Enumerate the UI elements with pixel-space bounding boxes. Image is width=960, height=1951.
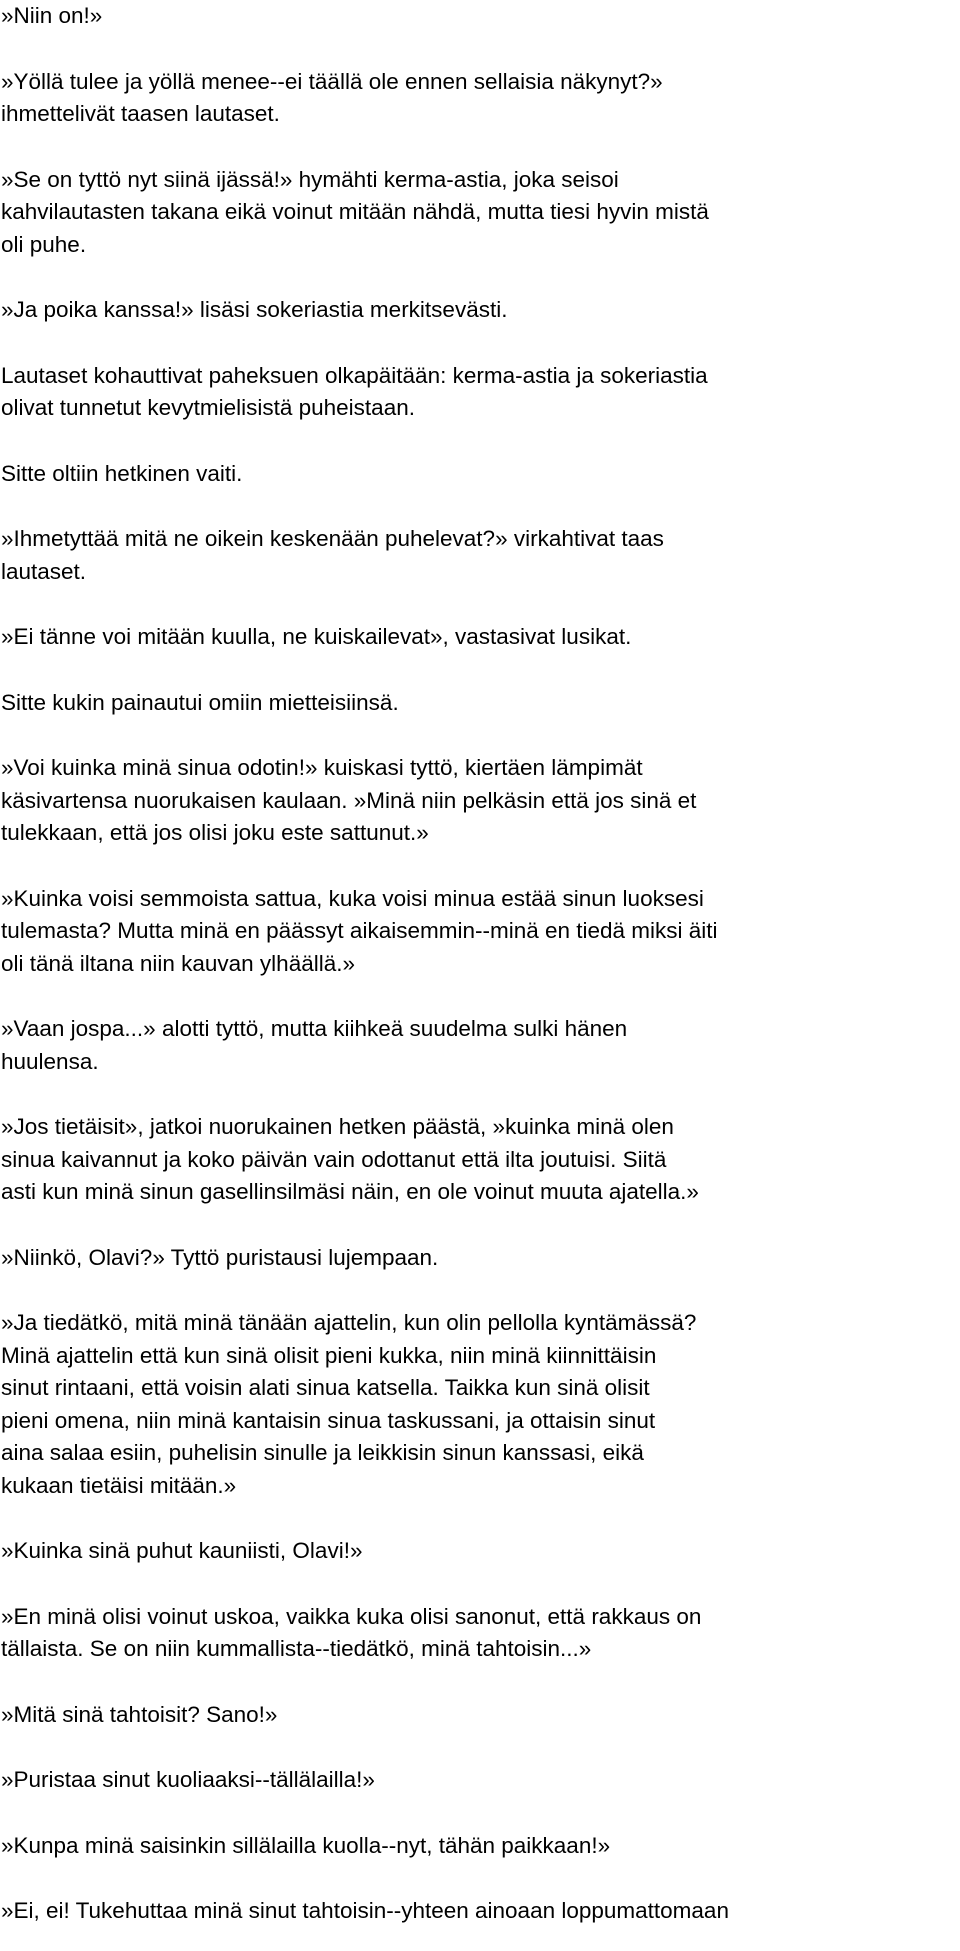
text-line: sinua kaivannut ja koko päivän vain odottanut että ilta joutuisi. Siitä [1,1146,667,1172]
text-line: »Ei tänne voi mitään kuulla, ne kuiskailevat», vastasivat lusikat. [1,624,632,649]
text-line: »Niinkö, Olavi?» Tyttö puristausi lujempaan. [1,1244,439,1270]
paragraph [1,164,952,262]
text-line: »Niin on!» [1,3,103,28]
text-line: Minä ajattelin että kun sinä olisit pieni kukka, niin minä kiinnittäisin [1,1342,657,1368]
text-line: »En minä olisi voinut uskoa, vaikka kuka olisi sanonut, että rakkaus on [1,1603,702,1629]
text-line: »Se on tyttö nyt siinä ijässä!» hymähti kerma-astia, joka seisoi [1,166,619,192]
text-line: »Jos tietäisit», jatkoi nuorukainen hetken päästä, »kuinka minä olen [1,1114,674,1139]
paragraph [1,294,952,327]
text-line: lautaset. [1,558,87,584]
text-line: aina salaa esiin, puhelisin sinulle ja leikkisin sinun kanssasi, eikä [1,1440,644,1465]
paragraph [1,523,952,588]
text-line: asti kun minä sinun gasellinsilmäsi näin, en ole voinut muuta ajatella.» [1,1179,699,1204]
paragraph [1,883,952,981]
text-line: ihmettelivät taasen lautaset. [1,101,280,126]
text-line: kahvilautasten takana eikä voinut mitään nähdä, mutta tiesi hyvin mistä [1,199,709,224]
text-line: käsivartensa nuorukaisen kaulaan. »Minä niin pelkäsin että jos sinä et [1,787,697,813]
paragraph [1,621,952,654]
text-line: pieni omena, niin minä kantaisin sinua taskussani, ja ottaisin sinut [1,1407,656,1433]
text-line: Sitte kukin painautui omiin mietteisiinsä. [1,689,399,715]
text-line: »Voi kuinka minä sinua odotin!» kuiskasi tyttö, kiertäen lämpimät [1,755,643,780]
text-line: Sitte oltiin hetkinen vaiti. [1,460,243,486]
text-line: huulensa. [1,1048,99,1074]
text-line: »Ihmetyttää mitä ne oikein keskenään puhelevat?» virkahtivat taas [1,526,664,551]
paragraph [1,458,952,491]
text-line: »Kuinka sinä puhut kauniisti, Olavi!» [1,1538,363,1563]
text-line: sinut rintaani, että voisin alati sinua katsella. Taikka kun sinä olisit [1,1375,650,1400]
paragraph [1,1895,952,1928]
text-line: tulekkaan, että jos olisi joku este sattunut.» [1,820,429,845]
paragraph [1,687,952,720]
text-line: tällaista. Se on niin kummallista--tiedätkö, minä tahtoisin...» [1,1636,592,1661]
paragraph [1,752,952,850]
paragraph [1,0,952,33]
text-line: »Ja poika kanssa!» lisäsi sokeriastia merkitsevästi. [1,297,508,322]
text-line: »Kuinka voisi semmoista sattua, kuka voisi minua estää sinun luoksesi [1,885,704,911]
paragraph [1,1013,952,1078]
text-line: oli tänä iltana niin kauvan ylhäällä.» [1,950,355,976]
paragraph [1,1111,952,1209]
text-line: Lautaset kohauttivat paheksuen olkapäitään: kerma-astia ja sokeriastia [1,362,708,388]
text-line: »Puristaa sinut kuoliaaksi--tällälailla!» [1,1767,375,1792]
paragraph [1,1535,952,1568]
paragraph [1,1242,952,1275]
text-line: »Ja tiedätkö, mitä minä tänään ajattelin, kun olin pellolla kyntämässä? [1,1310,697,1335]
paragraph [1,1307,952,1502]
paragraph [1,1764,952,1797]
text-line: »Mitä sinä tahtoisit? Sano!» [1,1701,278,1727]
document-body [1,0,952,1928]
paragraph [1,1830,952,1863]
text-line: »Ei, ei! Tukehuttaa minä sinut tahtoisin--yhteen ainoaan loppumattomaan [1,1898,729,1923]
text-line: tulemasta? Mutta minä en päässyt aikaisemmin--minä en tiedä miksi äiti [1,918,718,943]
paragraph [1,1699,952,1732]
text-line: »Vaan jospa...» alotti tyttö, mutta kiihkeä suudelma sulki hänen [1,1016,628,1041]
paragraph [1,360,952,425]
text-line: »Yöllä tulee ja yöllä menee--ei täällä ole ennen sellaisia näkynyt?» [1,68,663,94]
paragraph [1,1601,952,1666]
text-line: kukaan tietäisi mitään.» [1,1472,237,1498]
text-line: oli puhe. [1,231,87,257]
text-line: olivat tunnetut kevytmielisistä puheistaan. [1,395,415,420]
paragraph [1,66,952,131]
text-line: »Kunpa minä saisinkin sillälailla kuolla--nyt, tähän paikkaan!» [1,1832,611,1858]
